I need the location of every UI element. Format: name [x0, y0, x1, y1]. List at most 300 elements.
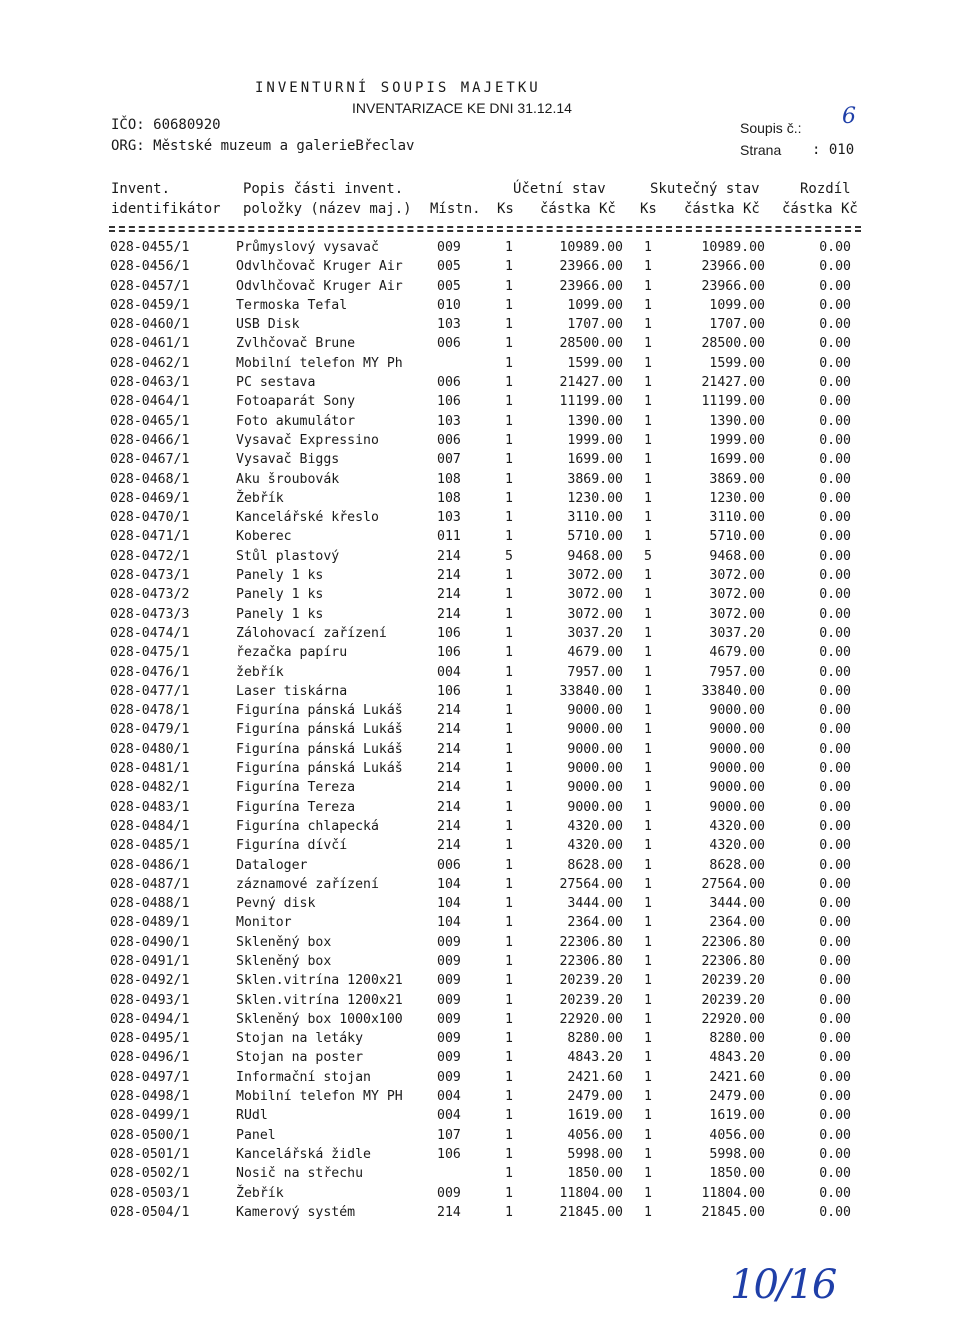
row-description: Zálohovací zařízení [236, 625, 387, 641]
row-actual-amount: 4320.00 [709, 818, 765, 834]
row-location: 009 [437, 240, 461, 255]
row-book-qty: 1 [505, 471, 513, 487]
row-description: Odvlhčovač Kruger Air [236, 278, 403, 294]
row-actual-qty: 1 [644, 471, 652, 487]
table-row [0, 993, 960, 1012]
row-book-qty: 5 [505, 548, 513, 564]
col-skutecny-ks: Ks [640, 201, 657, 217]
row-book-amount: 8280.00 [567, 1031, 623, 1047]
row-actual-qty: 1 [644, 722, 652, 738]
row-actual-amount: 1707.00 [709, 317, 765, 333]
row-description: Panel [236, 1127, 276, 1143]
row-book-amount: 9000.00 [567, 780, 623, 796]
row-identifier: 028-0486/1 [110, 857, 190, 873]
row-book-qty: 1 [505, 876, 513, 892]
table-row [0, 1147, 960, 1166]
row-identifier: 028-0476/1 [110, 664, 190, 680]
row-description: Koberec [236, 529, 292, 545]
row-book-qty: 1 [505, 625, 513, 641]
row-difference: 0.00 [819, 606, 851, 622]
row-description: Mobilní telefon MY Ph [236, 355, 403, 371]
row-book-qty: 1 [505, 915, 513, 931]
table-row [0, 1089, 960, 1108]
row-description: Skleněný box [236, 934, 332, 950]
table-row [0, 935, 960, 954]
row-book-amount: 5998.00 [567, 1146, 623, 1162]
row-description: Aku šroubovák [236, 471, 340, 487]
row-actual-qty: 1 [644, 896, 652, 912]
row-identifier: 028-0465/1 [110, 413, 190, 429]
table-row [0, 336, 960, 355]
row-book-amount: 9000.00 [567, 741, 623, 757]
row-book-amount: 4679.00 [567, 645, 623, 661]
row-book-amount: 23966.00 [559, 278, 623, 294]
row-difference: 0.00 [819, 297, 851, 313]
row-actual-qty: 1 [644, 1108, 652, 1124]
row-location: 214 [437, 1204, 461, 1220]
row-difference: 0.00 [819, 336, 851, 352]
row-book-amount: 3037.20 [567, 625, 623, 641]
row-identifier: 028-0474/1 [110, 625, 190, 641]
table-row [0, 394, 960, 413]
row-book-amount: 21427.00 [559, 375, 623, 391]
row-book-qty: 1 [505, 1204, 513, 1220]
row-actual-qty: 1 [644, 838, 652, 854]
page-note-handwritten: 10/16 [730, 1262, 836, 1308]
row-book-amount: 4843.20 [567, 1050, 623, 1066]
row-location: 004 [437, 664, 461, 680]
table-row [0, 279, 960, 298]
row-book-qty: 1 [505, 761, 513, 777]
row-book-amount: 3869.00 [567, 471, 623, 487]
row-actual-qty: 1 [644, 1050, 652, 1066]
table-row [0, 665, 960, 684]
row-actual-amount: 27564.00 [701, 876, 765, 892]
table-row [0, 298, 960, 317]
row-actual-qty: 1 [644, 625, 652, 641]
row-actual-amount: 23966.00 [701, 278, 765, 294]
row-location: 009 [437, 992, 461, 1008]
row-location: 106 [437, 1146, 461, 1162]
row-identifier: 028-0490/1 [110, 934, 190, 950]
col-skutecny: Skutečný stav [650, 181, 760, 197]
row-difference: 0.00 [819, 568, 851, 584]
row-book-amount: 21845.00 [559, 1204, 623, 1220]
row-difference: 0.00 [819, 452, 851, 468]
row-actual-qty: 1 [644, 432, 652, 448]
row-book-qty: 1 [505, 1127, 513, 1143]
row-identifier: 028-0477/1 [110, 683, 190, 699]
row-book-qty: 1 [505, 645, 513, 661]
row-actual-qty: 1 [644, 568, 652, 584]
row-book-qty: 1 [505, 722, 513, 738]
row-description: Monitor [236, 915, 292, 931]
row-difference: 0.00 [819, 1204, 851, 1220]
row-actual-qty: 1 [644, 799, 652, 815]
row-actual-amount: 9000.00 [709, 761, 765, 777]
row-book-amount: 3110.00 [567, 510, 623, 526]
row-identifier: 028-0496/1 [110, 1050, 190, 1066]
row-book-amount: 3072.00 [567, 587, 623, 603]
row-description: Skleněný box [236, 953, 332, 969]
row-actual-amount: 28500.00 [701, 336, 765, 352]
row-actual-amount: 5998.00 [709, 1146, 765, 1162]
row-location: 004 [437, 1089, 461, 1105]
row-book-qty: 1 [505, 857, 513, 873]
col-invent-2: identifikátor [111, 201, 221, 217]
row-actual-qty: 1 [644, 1146, 652, 1162]
row-difference: 0.00 [819, 722, 851, 738]
row-actual-qty: 1 [644, 510, 652, 526]
table-row [0, 549, 960, 568]
row-actual-qty: 1 [644, 278, 652, 294]
row-location: 214 [437, 722, 461, 738]
row-book-qty: 1 [505, 1089, 513, 1105]
row-difference: 0.00 [819, 838, 851, 854]
row-description: Nosič na střechu [236, 1166, 364, 1182]
row-identifier: 028-0462/1 [110, 355, 190, 371]
table-row [0, 858, 960, 877]
row-location: 214 [437, 703, 461, 719]
row-actual-amount: 22306.80 [701, 953, 765, 969]
row-book-amount: 3072.00 [567, 568, 623, 584]
row-book-qty: 1 [505, 1108, 513, 1124]
row-location: 214 [437, 548, 461, 564]
row-location: 104 [437, 915, 461, 931]
row-difference: 0.00 [819, 278, 851, 294]
row-book-amount: 22306.80 [559, 934, 623, 950]
row-location: 214 [437, 741, 461, 757]
row-actual-qty: 1 [644, 297, 652, 313]
row-book-qty: 1 [505, 896, 513, 912]
row-book-amount: 20239.20 [559, 973, 623, 989]
row-actual-amount: 20239.20 [701, 992, 765, 1008]
row-identifier: 028-0457/1 [110, 278, 190, 294]
row-identifier: 028-0491/1 [110, 953, 190, 969]
row-actual-amount: 9000.00 [709, 703, 765, 719]
row-difference: 0.00 [819, 953, 851, 969]
row-actual-amount: 21845.00 [701, 1204, 765, 1220]
row-location: 011 [437, 529, 461, 545]
row-description: Laser tiskárna [236, 683, 348, 699]
table-row [0, 954, 960, 973]
row-book-qty: 1 [505, 934, 513, 950]
row-description: Stojan na letáky [236, 1031, 364, 1047]
row-actual-amount: 9000.00 [709, 799, 765, 815]
row-location: 108 [437, 471, 461, 487]
row-actual-qty: 1 [644, 1185, 652, 1201]
row-book-qty: 1 [505, 336, 513, 352]
row-actual-amount: 3072.00 [709, 587, 765, 603]
row-difference: 0.00 [819, 645, 851, 661]
row-location: 007 [437, 452, 461, 468]
row-difference: 0.00 [819, 818, 851, 834]
row-difference: 0.00 [819, 703, 851, 719]
row-identifier: 028-0481/1 [110, 761, 190, 777]
table-row [0, 838, 960, 857]
row-book-amount: 9000.00 [567, 799, 623, 815]
row-description: Kancelářské křeslo [236, 510, 379, 526]
header-rule-bottom [109, 230, 861, 232]
row-actual-amount: 1230.00 [709, 490, 765, 506]
row-book-amount: 9468.00 [567, 548, 623, 564]
row-difference: 0.00 [819, 1031, 851, 1047]
row-description: Mobilní telefon MY PH [236, 1089, 403, 1105]
row-actual-qty: 1 [644, 587, 652, 603]
row-actual-amount: 1599.00 [709, 355, 765, 371]
row-book-amount: 27564.00 [559, 876, 623, 892]
row-book-amount: 1619.00 [567, 1108, 623, 1124]
row-difference: 0.00 [819, 1127, 851, 1143]
soupis-label: Soupis č.: [740, 120, 802, 136]
row-book-qty: 1 [505, 587, 513, 603]
row-identifier: 028-0468/1 [110, 471, 190, 487]
row-identifier: 028-0487/1 [110, 876, 190, 892]
row-book-qty: 1 [505, 1011, 513, 1027]
row-actual-qty: 1 [644, 1031, 652, 1047]
row-difference: 0.00 [819, 1089, 851, 1105]
table-row [0, 1186, 960, 1205]
table-row [0, 780, 960, 799]
row-actual-qty: 1 [644, 703, 652, 719]
row-actual-qty: 1 [644, 317, 652, 333]
row-identifier: 028-0489/1 [110, 915, 190, 931]
row-description: Průmyslový vysavač [236, 240, 379, 255]
row-identifier: 028-0503/1 [110, 1185, 190, 1201]
row-difference: 0.00 [819, 896, 851, 912]
row-book-qty: 1 [505, 664, 513, 680]
row-book-qty: 1 [505, 297, 513, 313]
row-location: 006 [437, 336, 461, 352]
row-description: Foto akumulátor [236, 413, 356, 429]
row-actual-amount: 1699.00 [709, 452, 765, 468]
col-mistn: Místn. [430, 201, 481, 217]
row-book-amount: 9000.00 [567, 722, 623, 738]
row-actual-amount: 4320.00 [709, 838, 765, 854]
row-book-amount: 28500.00 [559, 336, 623, 352]
row-difference: 0.00 [819, 1146, 851, 1162]
row-actual-qty: 1 [644, 857, 652, 873]
row-book-qty: 1 [505, 992, 513, 1008]
soupis-number-handwritten: 6 [842, 104, 856, 129]
col-popis-1: Popis části invent. [243, 181, 404, 197]
table-row [0, 240, 960, 259]
row-identifier: 028-0498/1 [110, 1089, 190, 1105]
row-difference: 0.00 [819, 471, 851, 487]
row-actual-amount: 3869.00 [709, 471, 765, 487]
row-book-amount: 3444.00 [567, 896, 623, 912]
row-actual-amount: 3037.20 [709, 625, 765, 641]
row-location: 214 [437, 761, 461, 777]
row-identifier: 028-0497/1 [110, 1069, 190, 1085]
row-identifier: 028-0478/1 [110, 703, 190, 719]
row-location: 106 [437, 625, 461, 641]
row-book-qty: 1 [505, 259, 513, 275]
row-actual-amount: 9000.00 [709, 722, 765, 738]
row-actual-amount: 1999.00 [709, 432, 765, 448]
row-description: Fotoaparát Sony [236, 394, 356, 410]
row-actual-qty: 1 [644, 780, 652, 796]
row-difference: 0.00 [819, 529, 851, 545]
row-book-qty: 1 [505, 240, 513, 255]
row-description: Informační stojan [236, 1069, 371, 1085]
row-identifier: 028-0473/3 [110, 606, 190, 622]
row-difference: 0.00 [819, 1050, 851, 1066]
row-book-qty: 1 [505, 606, 513, 622]
row-identifier: 028-0464/1 [110, 394, 190, 410]
row-actual-amount: 5710.00 [709, 529, 765, 545]
inventory-table [0, 240, 960, 1224]
row-actual-qty: 1 [644, 606, 652, 622]
row-difference: 0.00 [819, 1185, 851, 1201]
row-book-amount: 1599.00 [567, 355, 623, 371]
row-actual-qty: 1 [644, 1166, 652, 1182]
table-row [0, 626, 960, 645]
row-location: 106 [437, 645, 461, 661]
row-location: 106 [437, 394, 461, 410]
row-description: Panely 1 ks [236, 568, 324, 584]
row-actual-amount: 4056.00 [709, 1127, 765, 1143]
row-actual-qty: 1 [644, 336, 652, 352]
row-book-qty: 1 [505, 1050, 513, 1066]
row-location: 104 [437, 896, 461, 912]
table-row [0, 877, 960, 896]
row-location: 009 [437, 1185, 461, 1201]
row-location: 214 [437, 606, 461, 622]
row-difference: 0.00 [819, 973, 851, 989]
row-difference: 0.00 [819, 1069, 851, 1085]
row-actual-amount: 11199.00 [701, 394, 765, 410]
row-difference: 0.00 [819, 683, 851, 699]
table-row [0, 472, 960, 491]
row-description: Panely 1 ks [236, 606, 324, 622]
row-book-qty: 1 [505, 973, 513, 989]
row-location: 103 [437, 510, 461, 526]
row-actual-amount: 4843.20 [709, 1050, 765, 1066]
row-description: Panely 1 ks [236, 587, 324, 603]
row-identifier: 028-0493/1 [110, 992, 190, 1008]
row-actual-qty: 5 [644, 548, 652, 564]
row-book-amount: 1707.00 [567, 317, 623, 333]
row-location: 214 [437, 799, 461, 815]
row-book-qty: 1 [505, 452, 513, 468]
col-ucetni-castka: částka Kč [540, 201, 616, 217]
row-actual-qty: 1 [644, 490, 652, 506]
table-row [0, 896, 960, 915]
document-subtitle: INVENTARIZACE KE DNI 31.12.14 [352, 100, 572, 116]
row-book-amount: 2479.00 [567, 1089, 623, 1105]
row-description: Termoska Tefal [236, 297, 348, 313]
row-location: 214 [437, 780, 461, 796]
row-actual-qty: 1 [644, 355, 652, 371]
row-book-qty: 1 [505, 818, 513, 834]
row-identifier: 028-0482/1 [110, 780, 190, 796]
row-location: 214 [437, 818, 461, 834]
col-rozdil-castka: částka Kč [782, 201, 858, 217]
row-actual-amount: 21427.00 [701, 375, 765, 391]
row-location: 103 [437, 413, 461, 429]
row-book-amount: 1099.00 [567, 297, 623, 313]
ico-line: IČO: 60680920 [111, 117, 221, 133]
table-row [0, 259, 960, 278]
row-difference: 0.00 [819, 992, 851, 1008]
row-location: 005 [437, 259, 461, 275]
row-identifier: 028-0475/1 [110, 645, 190, 661]
row-book-amount: 1230.00 [567, 490, 623, 506]
row-actual-qty: 1 [644, 876, 652, 892]
row-actual-qty: 1 [644, 1069, 652, 1085]
row-location: 103 [437, 317, 461, 333]
row-book-amount: 5710.00 [567, 529, 623, 545]
row-difference: 0.00 [819, 799, 851, 815]
row-actual-amount: 10989.00 [701, 240, 765, 255]
row-description: Zvlhčovač Brune [236, 336, 356, 352]
row-actual-qty: 1 [644, 645, 652, 661]
row-book-amount: 11804.00 [559, 1185, 623, 1201]
row-book-qty: 1 [505, 741, 513, 757]
row-book-amount: 20239.20 [559, 992, 623, 1008]
row-book-qty: 1 [505, 838, 513, 854]
row-book-qty: 1 [505, 1166, 513, 1182]
table-row [0, 317, 960, 336]
row-location: 009 [437, 1031, 461, 1047]
row-actual-qty: 1 [644, 1204, 652, 1220]
row-identifier: 028-0499/1 [110, 1108, 190, 1124]
table-row [0, 761, 960, 780]
row-description: Figurína Tereza [236, 799, 356, 815]
row-location: 108 [437, 490, 461, 506]
row-description: Žebřík [236, 1185, 284, 1201]
row-book-amount: 10989.00 [559, 240, 623, 255]
row-actual-amount: 3110.00 [709, 510, 765, 526]
row-identifier: 028-0472/1 [110, 548, 190, 564]
document-title: INVENTURNÍ SOUPIS MAJETKU [255, 80, 541, 96]
row-difference: 0.00 [819, 375, 851, 391]
row-location: 009 [437, 953, 461, 969]
row-identifier: 028-0479/1 [110, 722, 190, 738]
row-actual-qty: 1 [644, 761, 652, 777]
row-difference: 0.00 [819, 548, 851, 564]
col-ucetni-ks: Ks [497, 201, 514, 217]
row-identifier: 028-0483/1 [110, 799, 190, 815]
col-ucetni: Účetní stav [513, 181, 606, 197]
row-difference: 0.00 [819, 394, 851, 410]
row-actual-qty: 1 [644, 915, 652, 931]
row-difference: 0.00 [819, 761, 851, 777]
table-row [0, 1166, 960, 1185]
row-book-qty: 1 [505, 683, 513, 699]
row-description: Figurína pánská Lukáš [236, 741, 403, 757]
row-actual-amount: 11804.00 [701, 1185, 765, 1201]
row-actual-qty: 1 [644, 240, 652, 255]
row-actual-qty: 1 [644, 741, 652, 757]
row-difference: 0.00 [819, 317, 851, 333]
row-difference: 0.00 [819, 876, 851, 892]
row-actual-qty: 1 [644, 934, 652, 950]
row-difference: 0.00 [819, 259, 851, 275]
row-location: 009 [437, 973, 461, 989]
table-row [0, 684, 960, 703]
row-actual-amount: 1850.00 [709, 1166, 765, 1182]
row-description: žebřík [236, 664, 284, 680]
row-difference: 0.00 [819, 780, 851, 796]
row-book-amount: 4320.00 [567, 818, 623, 834]
row-actual-amount: 20239.20 [701, 973, 765, 989]
table-row [0, 703, 960, 722]
row-book-amount: 1699.00 [567, 452, 623, 468]
row-identifier: 028-0494/1 [110, 1011, 190, 1027]
row-actual-amount: 3444.00 [709, 896, 765, 912]
